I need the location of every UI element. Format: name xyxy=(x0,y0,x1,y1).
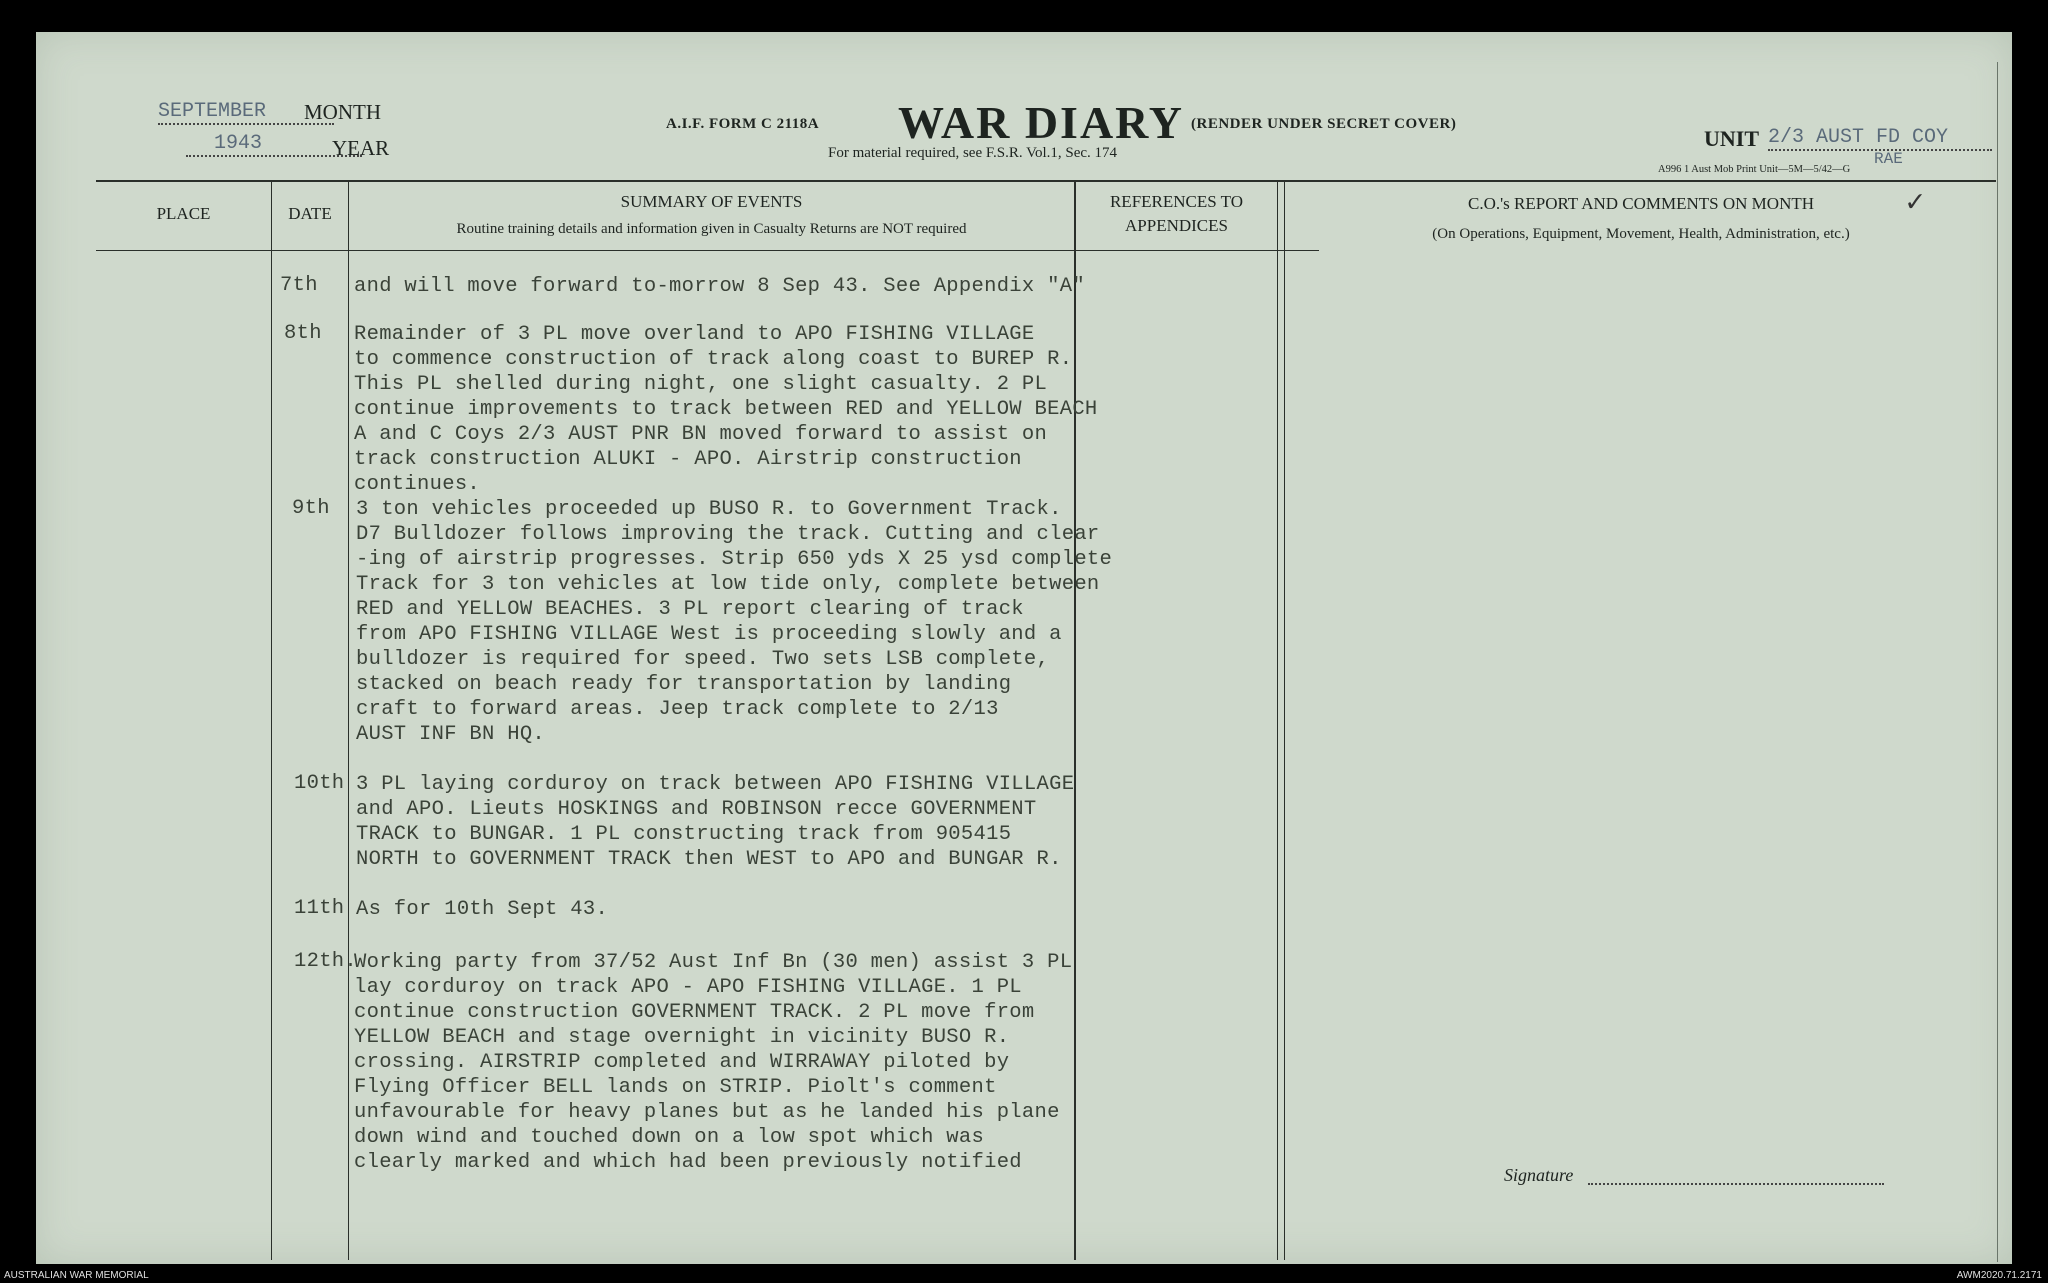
entry-line: unfavourable for heavy planes but as he landed his plane xyxy=(354,1101,1060,1124)
month-value: SEPTEMBER xyxy=(158,100,334,125)
col-header-report-note: (On Operations, Equipment, Movement, Health, Administration, etc.) xyxy=(1432,226,1850,242)
entry-line: YELLOW BEACH and stage overnight in vicinity BUSO R. xyxy=(354,1026,1010,1049)
entry-line: and APO. Lieuts HOSKINGS and ROBINSON recce GOVERNMENT xyxy=(356,798,1037,821)
col-rule-5 xyxy=(1284,180,1285,1260)
entry-text xyxy=(356,772,1074,872)
entry-date: 7th xyxy=(280,274,318,297)
entry-text xyxy=(356,497,1112,747)
material-note: For material required, see F.S.R. Vol.1, Sec. 174 xyxy=(828,145,1118,161)
right-margin-rule xyxy=(1997,62,1998,1262)
entry-line: track construction ALUKI - APO. Airstrip construction xyxy=(354,448,1022,471)
entry-line: and will move forward to-morrow 8 Sep 43. See Appendix "A" xyxy=(354,275,1085,298)
col-header-summary-note: Routine training details and information given in Casualty Returns are NOT required xyxy=(456,221,967,237)
entry-line: D7 Bulldozer follows improving the track. Cutting and clear xyxy=(356,523,1100,546)
entry-line: from APO FISHING VILLAGE West is proceeding slowly and a xyxy=(356,623,1062,646)
entry-line: AUST INF BN HQ. xyxy=(356,723,546,746)
col-header-report: C.O.'s REPORT AND COMMENTS ON MONTH xyxy=(1467,194,1815,213)
year-value: 1943 xyxy=(186,132,362,157)
entry-date: 10th xyxy=(294,772,345,795)
secret-note: (RENDER UNDER SECRET COVER) xyxy=(1191,116,1457,132)
signature-line xyxy=(1588,1182,1884,1185)
entry-line: Flying Officer BELL lands on STRIP. Piolt's comment xyxy=(354,1076,997,1099)
entry-line: down wind and touched down on a low spot which was xyxy=(354,1126,985,1149)
entry-text xyxy=(354,950,1072,1175)
col-header-appendices: APPENDICES xyxy=(1125,216,1228,235)
entry-line: 3 PL laying corduroy on track between APO FISHING VILLAGE xyxy=(356,773,1075,796)
entry-date: 8th xyxy=(284,322,322,345)
entry-line: crossing. AIRSTRIP completed and WIRRAWAY piloted by xyxy=(354,1051,1010,1074)
entry-line: clearly marked and which had been previously notified xyxy=(354,1151,1022,1174)
entry-line: This PL shelled during night, one slight casualty. 2 PL xyxy=(354,373,1048,396)
header-bottom-rule xyxy=(96,250,1319,251)
month-label: MONTH xyxy=(304,100,381,124)
entry-line: Remainder of 3 PL move overland to APO FISHING VILLAGE xyxy=(354,323,1035,346)
entry-line: craft to forward areas. Jeep track complete to 2/13 xyxy=(356,698,999,721)
footer-right-caption: AWM2020.71.2171 xyxy=(1956,1270,2042,1281)
entry-line: RED and YELLOW BEACHES. 3 PL report clearing of track xyxy=(356,598,1024,621)
col-header-references: REFERENCES TO xyxy=(1109,192,1244,211)
entry-line: 3 ton vehicles proceeded up BUSO R. to Government Track. xyxy=(356,498,1062,521)
entry-line: A and C Coys 2/3 AUST PNR BN moved forward to assist on xyxy=(354,423,1048,446)
check-mark-icon: ✓ xyxy=(1906,187,1925,221)
unit-value: 2/3 AUST FD COY xyxy=(1768,126,1992,151)
col-header-place: PLACE xyxy=(156,204,211,223)
entry-line: continue construction GOVERNMENT TRACK. 2 PL move from xyxy=(354,1001,1035,1024)
footer-left-caption: AUSTRALIAN WAR MEMORIAL xyxy=(4,1270,149,1281)
entry-line: As for 10th Sept 43. xyxy=(356,898,609,921)
entry-line: to commence construction of track along coast to BUREP R. xyxy=(354,348,1073,371)
entry-line: Working party from 37/52 Aust Inf Bn (30 men) assist 3 PL xyxy=(354,951,1073,974)
print-code: A996 1 Aust Mob Print Unit—5M—5/42—G xyxy=(1658,164,1851,175)
entry-text xyxy=(354,322,1098,497)
entry-line: Track for 3 ton vehicles at low tide only, complete between xyxy=(356,573,1100,596)
entry-line: -ing of airstrip progresses. Strip 650 yds X 25 ysd complete xyxy=(356,548,1113,571)
entry-line: bulldozer is required for speed. Two sets LSB complete, xyxy=(356,648,1050,671)
page-title: WAR DIARY xyxy=(898,97,1185,148)
entry-line: stacked on beach ready for transportation by landing xyxy=(356,673,1012,696)
entry-date: 9th xyxy=(292,497,330,520)
col-header-summary: SUMMARY OF EVENTS xyxy=(620,192,803,211)
unit-value-rae: RAE xyxy=(1874,150,1903,168)
entry-date: 11th xyxy=(294,897,345,920)
col-rule-1 xyxy=(271,180,272,1260)
entry-text xyxy=(356,897,608,922)
signature-label: Signature xyxy=(1504,1165,1574,1185)
entry-line: continue improvements to track between RED and YELLOW BEACH xyxy=(354,398,1098,421)
entry-line: lay corduroy on track APO - APO FISHING VILLAGE. 1 PL xyxy=(354,976,1022,999)
entry-date: 12th. xyxy=(294,950,358,973)
entry-line: continues. xyxy=(354,473,481,496)
col-header-date: DATE xyxy=(288,204,332,223)
unit-label: UNIT xyxy=(1704,126,1760,151)
form-code: A.I.F. FORM C 2118A xyxy=(666,116,820,132)
table-top-rule xyxy=(96,180,1996,182)
war-diary-sheet xyxy=(36,32,2012,1264)
col-rule-4 xyxy=(1277,180,1278,1260)
entry-line: NORTH to GOVERNMENT TRACK then WEST to APO and BUNGAR R. xyxy=(356,848,1062,871)
entry-line: TRACK to BUNGAR. 1 PL constructing track from 905415 xyxy=(356,823,1012,846)
entry-text xyxy=(354,274,1085,299)
col-rule-2 xyxy=(348,180,349,1260)
year-label: YEAR xyxy=(332,136,390,160)
